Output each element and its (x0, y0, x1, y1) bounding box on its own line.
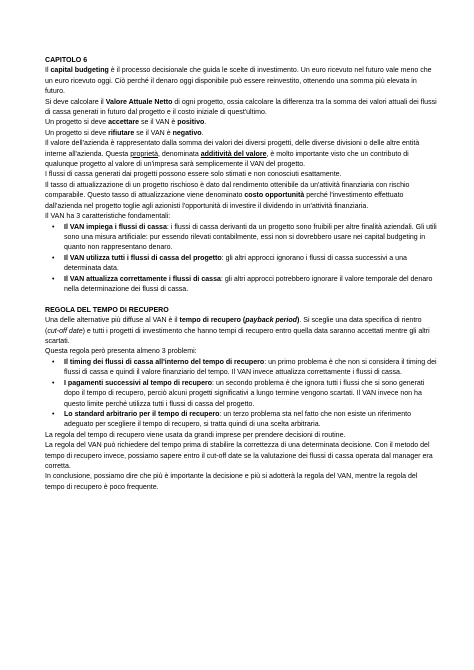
section-title: REGOLA DEL TEMPO DI RECUPERO (45, 306, 169, 314)
bold-term: Il VAN attualizza correttamente i flussi di cassa (64, 275, 221, 283)
paragraph-value-additivity (45, 139, 437, 170)
text-run: : gli altri approcci potrebbero ignorare il valore temporale del denaro nella determinazione dei flussi di cassa. (64, 275, 433, 293)
text-run: Il tasso di attualizzazione di un progetto rischioso è dato dal rendimento ottenibile da un'attività finanziaria con rischio comparabile. Questo tasso di attualizzazione viene denominato (45, 181, 410, 200)
text-run: se il VAN è (134, 129, 173, 137)
bold-term: costo opportunità (244, 192, 305, 200)
text-run: ) e tutti i progetti di investimento che hanno tempi di recupero entro quella data saranno accettati mentre gli altri scartati. (45, 327, 430, 346)
paragraph-conclusion: In conclusione, possiamo dire che più è importante la decisione e più si adotterà la regola del VAN, mentre la regola del tempo di recupero è poco frequente. (45, 473, 418, 491)
bold-term: Il VAN utilizza tutti i flussi di cassa del progetto (64, 254, 222, 262)
bold-term: accettare (108, 119, 140, 127)
text-run: Si deve calcolare il (45, 98, 106, 106)
paragraph-van-vs-payback: La regola del VAN può richiedere del tempo prima di stabilire la correttezza di una determinata decisione. Con il metodo del tempo di recupero invece, possiamo sapere entro il cut-off date se la valutazione dei flussi di cassa operata dal manager era corretta. (45, 442, 433, 470)
bold-term: I pagamenti successivi al tempo di recupero (64, 379, 213, 387)
text-run: . Si sceglie una data specifica di rientro ( (45, 317, 422, 335)
list-item (45, 379, 437, 410)
paragraph-capital-budgeting (45, 66, 437, 97)
van-features-list (45, 223, 437, 296)
paragraph-accept-rule (45, 118, 437, 128)
underlined-term: proprietà (130, 150, 158, 158)
bold-term: Il timing dei flussi di cassa all'interno del tempo di recupero (64, 358, 265, 366)
text-run: perché l'investimento effettuato dall'azienda nel progetto toglie agli azionisti l'opportunità di investire il dividendo in un'attività finanziaria. (45, 192, 404, 210)
text-run: Un progetto si deve (45, 129, 109, 137)
bold-term: rifiutare (108, 129, 135, 137)
bold-term: Il VAN impiega i flussi di cassa (64, 223, 167, 231)
list-item (45, 223, 437, 254)
text-run: è il processo decisionale che guida le scelte di investimento. Un euro ricevuto nel futuro vale meno che un euro ricevuto oggi. Ciò perché il denaro oggi disponibile può essere reinvestito, ottenendo una somma più elevata in futuro. (45, 67, 432, 96)
chapter-title: CAPITOLO 6 (45, 57, 88, 64)
paragraph-problems-intro: Questa regola però presenta almeno 3 problemi: (45, 348, 197, 356)
italic-term: cut-off date (47, 327, 83, 335)
text-run: : un primo problema è che non si considera il timing dei flussi di cassa e quindi il valore finanziario del tempo. Il VAN invece attualizza correttamente i flussi di cassa. (64, 358, 437, 377)
text-run: : gli altri approcci ignorano i flussi di cassa successivi a una determinata data. (64, 254, 407, 273)
paragraph-payback-intro (45, 316, 437, 347)
paragraph-routine-decisions: La regola del tempo di recupero viene usata da grandi imprese per prendere decisioni di routine. (45, 431, 346, 439)
text-run: , denominata (158, 150, 201, 158)
bold-term: capital budgeting (50, 67, 109, 75)
paragraph-discount-rate (45, 181, 437, 212)
bold-underlined-term: additività del valore (200, 150, 267, 158)
bold-term: negativo (172, 129, 202, 137)
list-item (45, 410, 437, 431)
text-run: : un secondo problema è che ignora tutti i flussi che si sono generati dopo il tempo di recupero, perciò alcuni progetti significativi a lungo termine vengono scartati. Il VAN invece non ha questo limite perché utilizza tutti i flussi di cassa del progetto. (64, 379, 425, 408)
bold-term: positivo (177, 119, 205, 127)
text-run: . (204, 119, 207, 127)
payback-problems-list (45, 358, 437, 431)
text-run: Una delle alternative più diffuse al VAN è il (45, 317, 180, 325)
paragraph-cash-flow-estimates: I flussi di cassa generati dai progetti possono essere solo stimati e non conosciuti esattamente. (45, 171, 342, 179)
text-run: se il VAN è (139, 119, 178, 127)
bold-term: ) (296, 317, 300, 325)
bold-term: tempo di recupero ( (179, 317, 246, 325)
text-run: : i flussi di cassa derivanti da un progetto sono fruibili per altre finalità aziendali. Gli utili sono una misura artificiale: pur essendo rilevati contabilmente, essi non si dovrebbero usare nei capital budgeting in quanto non rappresentano denaro. (64, 223, 437, 252)
text-run: di ogni progetto, ossia calcolare la differenza tra la somma dei valori attuali dei flussi di cassa generati in futuro dal progetto e il costo iniziale di quest'ultimo. (45, 98, 437, 117)
paragraph-van-definition (45, 98, 437, 119)
bold-term: Valore Attuale Netto (105, 98, 173, 106)
text-run: Il (45, 67, 51, 75)
text-run: : un terzo problema sta nel fatto che non esiste un riferimento adeguato per scegliere il tempo di recupero, si tratta quindi di una scelta arbitraria. (64, 410, 411, 429)
document-page (45, 56, 437, 493)
text-run: , è molto importante visto che un contributo di qualunque progetto al valore di un'impresa sarà semplicemente il VAN del progetto. (45, 150, 409, 169)
text-run: Un progetto si deve (45, 119, 109, 127)
list-item (45, 275, 437, 296)
paragraph-van-features-intro: Il VAN ha 3 caratteristiche fondamentali: (45, 213, 171, 221)
bold-term: Lo standard arbitrario per il tempo di recupero (64, 410, 220, 418)
text-run: . (201, 129, 204, 137)
list-item (45, 254, 437, 275)
paragraph-reject-rule (45, 129, 437, 139)
bold-italic-term: payback period (245, 317, 297, 325)
list-item (45, 358, 437, 379)
text-run: Il valore dell'azienda è rappresentato dalla somma dei valori dei diversi progetti, delle diverse divisioni o delle altre entità interne all'azienda. Questa (45, 140, 420, 158)
section-spacer (45, 295, 437, 306)
